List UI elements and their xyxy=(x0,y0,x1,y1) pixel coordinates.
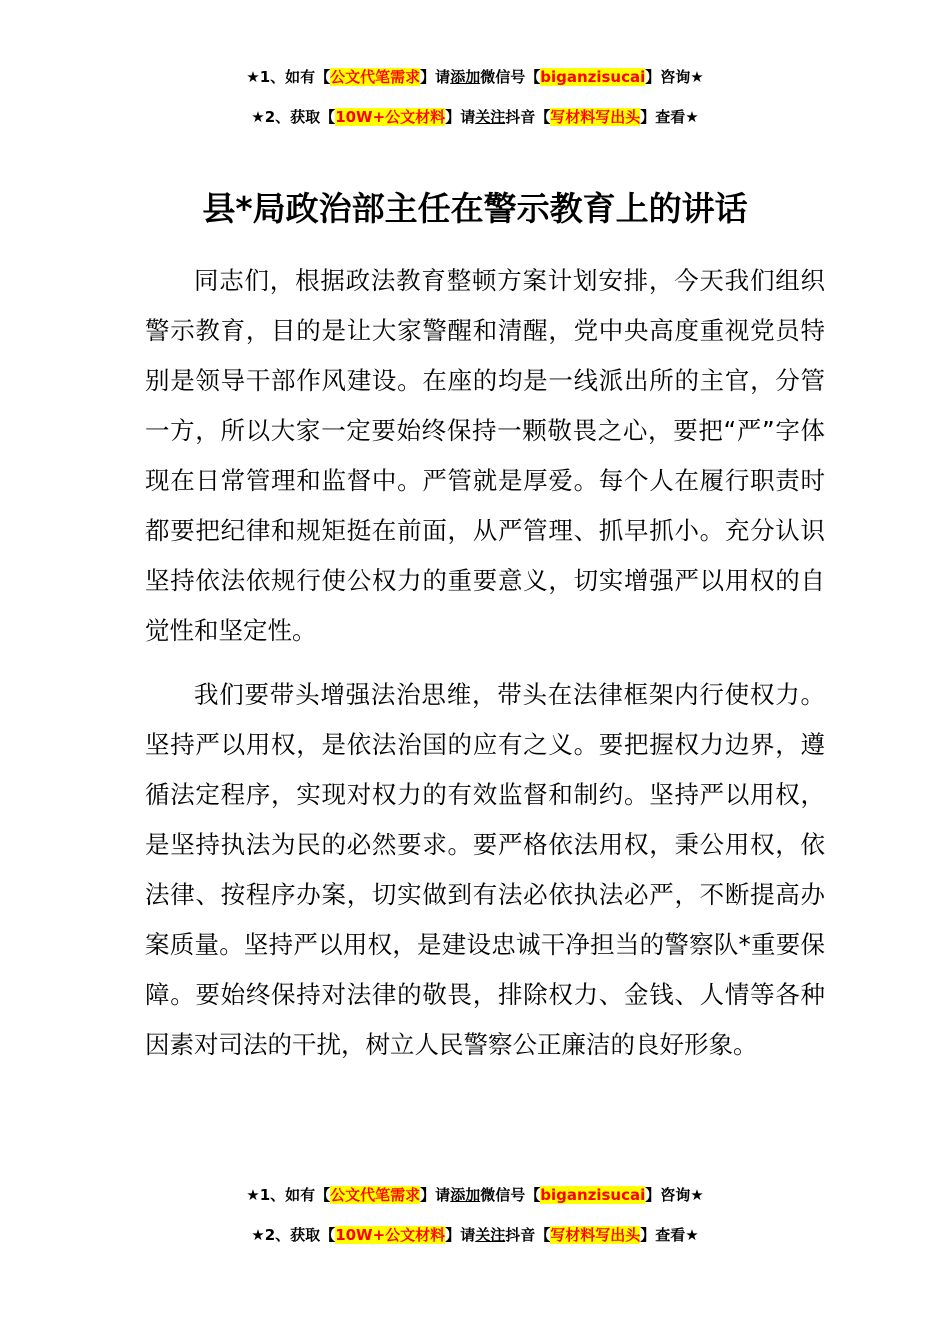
paragraph: 同志们，根据政法教育整顿方案计划安排，今天我们组织警示教育，目的是让大家警醒和清醒，党中央高度重视党员特别是领导干部作风建设。在座的均是一线派出所的主官，分管一方，所以大家一定要始终保持一颗敬畏之心，要把“严”字体现在日常管理和监督中。严管就是厚爱。每个人在履行职责时都要把纪律和规矩挺在前面，从严管理、抓早抓小。充分认识坚持依法依规行使公权力的重要意义，切实增强严以用权的自觉性和坚定性。 xyxy=(145,266,825,645)
ad-text: 抖音【 xyxy=(505,108,551,126)
ad-text: 】请 xyxy=(420,1186,451,1204)
ad-text: ★2、获取【 xyxy=(251,108,336,126)
ad-text: 微信号【 xyxy=(480,68,541,86)
ad-text: 】咨询★ xyxy=(645,1186,704,1204)
document-body xyxy=(145,256,825,1070)
ad-underlined-text: 添加 xyxy=(450,1186,481,1204)
ad-line-1 xyxy=(0,66,950,88)
paragraph: 我们要带头增强法治思维，带头在法律框架内行使权力。坚持严以用权，是依法治国的应有之义。要把握权力边界，遵循法定程序，实现对权力的有效监督和制约。坚持严以用权，是坚持执法为民的必然要求。要严格依法用权，秉公用权，依法律、按程序办案，切实做到有法必依执法必严，不断提高办案质量。坚持严以用权，是建设忠诚干净担当的警察队*重要保障。要始终保持对法律的敬畏，排除权力、金钱、人情等各种因素对司法的干扰，树立人民警察公正廉洁的良好形象。 xyxy=(145,680,825,1059)
bottom-ad-banner xyxy=(0,1184,950,1246)
ad-text: ★2、获取【 xyxy=(251,1226,336,1244)
ad-underlined-text: 关注 xyxy=(475,1226,506,1244)
ad-highlight: 公文代笔需求 xyxy=(330,68,421,86)
ad-highlight: 10W+公文材料 xyxy=(335,108,446,126)
ad-underlined-text: 关注 xyxy=(475,108,506,126)
ad-line-2 xyxy=(0,106,950,128)
ad-text: ★1、如有【 xyxy=(246,1186,331,1204)
ad-text: 微信号【 xyxy=(480,1186,541,1204)
ad-douyin-id: 写材料写出头 xyxy=(550,1226,641,1244)
ad-text: 】请 xyxy=(445,1226,476,1244)
ad-text: 】咨询★ xyxy=(645,68,704,86)
top-ad-banner xyxy=(0,66,950,128)
ad-underlined-text: 添加 xyxy=(450,68,481,86)
ad-line-2 xyxy=(0,1224,950,1246)
ad-text: 】请 xyxy=(420,68,451,86)
ad-highlight: 公文代笔需求 xyxy=(330,1186,421,1204)
ad-text: 】查看★ xyxy=(640,1226,699,1244)
ad-wechat-id: biganzisucai xyxy=(540,1186,646,1204)
ad-text: ★1、如有【 xyxy=(246,68,331,86)
ad-highlight: 10W+公文材料 xyxy=(335,1226,446,1244)
ad-line-1 xyxy=(0,1184,950,1206)
ad-wechat-id: biganzisucai xyxy=(540,68,646,86)
ad-text: 】请 xyxy=(445,108,476,126)
ad-douyin-id: 写材料写出头 xyxy=(550,108,641,126)
ad-text: 抖音【 xyxy=(505,1226,551,1244)
document-title: 县*局政治部主任在警示教育上的讲话 xyxy=(202,189,748,228)
ad-text: 】查看★ xyxy=(640,108,699,126)
